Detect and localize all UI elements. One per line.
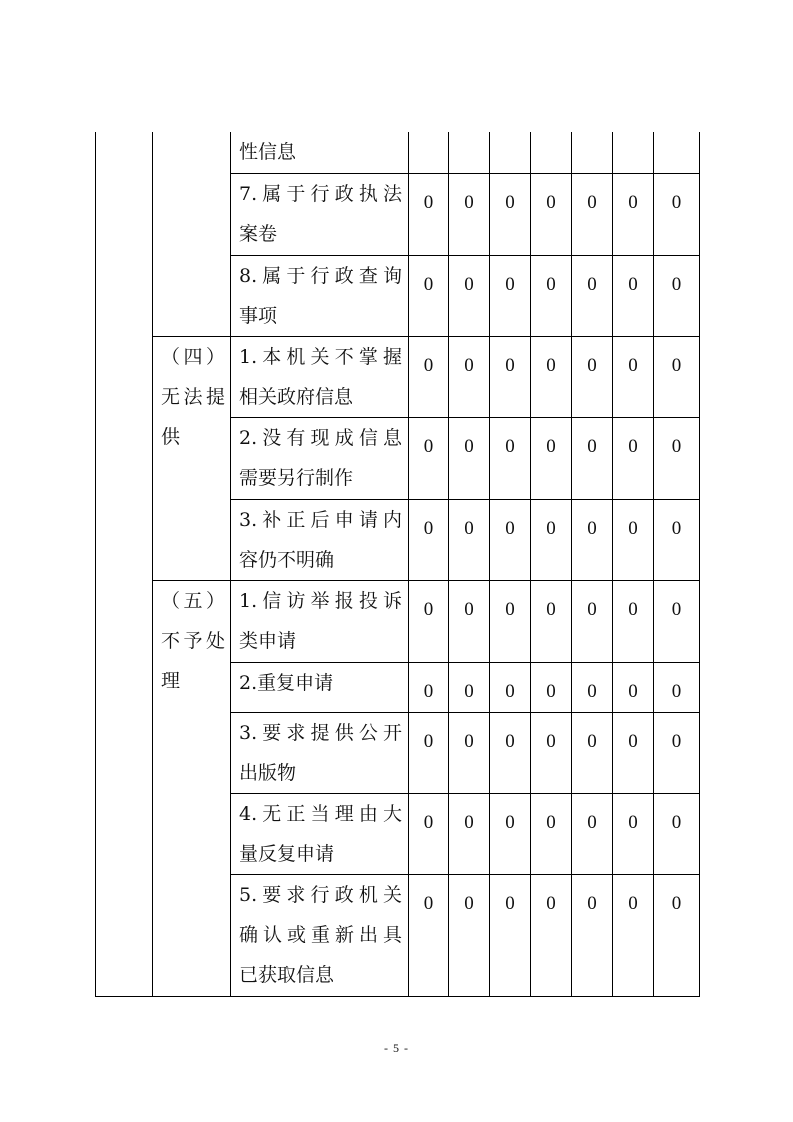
value-cell: 0 (449, 255, 490, 336)
value-cell (613, 132, 654, 173)
value-cell (531, 132, 572, 173)
value-cell: 0 (531, 874, 572, 996)
value-cell: 0 (449, 417, 490, 499)
item-label: 2.没有现成信息 需要另行制作 (231, 417, 409, 499)
value-cell: 0 (409, 336, 449, 417)
value-cell: 0 (449, 580, 490, 662)
item-label: 性信息 (231, 132, 409, 173)
value-cell: 0 (449, 712, 490, 793)
value-cell (654, 132, 700, 173)
item-label: 3.要求提供公开 出版物 (231, 712, 409, 793)
value-cell: 0 (654, 336, 700, 417)
value-cell: 0 (531, 336, 572, 417)
value-cell: 0 (613, 499, 654, 580)
value-cell: 0 (572, 173, 613, 255)
value-cell: 0 (449, 336, 490, 417)
value-cell: 0 (490, 712, 531, 793)
item-label: 5.要求行政机关 确认或重新出具 已获取信息 (231, 874, 409, 996)
value-cell: 0 (572, 417, 613, 499)
value-cell: 0 (613, 712, 654, 793)
value-cell: 0 (531, 793, 572, 874)
value-cell: 0 (449, 173, 490, 255)
value-cell: 0 (613, 580, 654, 662)
value-cell: 0 (654, 874, 700, 996)
value-cell: 0 (490, 580, 531, 662)
value-cell: 0 (531, 173, 572, 255)
value-cell: 0 (409, 173, 449, 255)
value-cell: 0 (449, 874, 490, 996)
value-cell: 0 (490, 417, 531, 499)
value-cell: 0 (613, 874, 654, 996)
value-cell: 0 (531, 580, 572, 662)
value-cell: 0 (449, 499, 490, 580)
value-cell: 0 (409, 499, 449, 580)
value-cell: 0 (531, 499, 572, 580)
value-cell: 0 (409, 662, 449, 712)
item-label: 1.本机关不掌握 相关政府信息 (231, 336, 409, 417)
value-cell (449, 132, 490, 173)
value-cell: 0 (531, 417, 572, 499)
value-cell: 0 (409, 255, 449, 336)
value-cell: 0 (409, 417, 449, 499)
value-cell: 0 (613, 417, 654, 499)
value-cell: 0 (654, 173, 700, 255)
outer-category-cell (96, 132, 153, 996)
table-row (96, 132, 700, 173)
value-cell: 0 (490, 255, 531, 336)
value-cell: 0 (654, 793, 700, 874)
value-cell: 0 (572, 336, 613, 417)
item-label: 2.重复申请 (231, 662, 409, 712)
value-cell: 0 (613, 173, 654, 255)
value-cell: 0 (490, 662, 531, 712)
value-cell: 0 (531, 255, 572, 336)
value-cell: 0 (572, 580, 613, 662)
value-cell: 0 (572, 874, 613, 996)
value-cell: 0 (490, 173, 531, 255)
value-cell: 0 (654, 662, 700, 712)
page-number: - 5 - (384, 1041, 409, 1055)
value-cell: 0 (572, 712, 613, 793)
table-row (96, 580, 700, 662)
value-cell: 0 (654, 417, 700, 499)
value-cell: 0 (490, 874, 531, 996)
table-row (96, 336, 700, 417)
value-cell: 0 (572, 662, 613, 712)
disclosure-stats-table (95, 132, 700, 997)
value-cell: 0 (531, 662, 572, 712)
value-cell: 0 (613, 662, 654, 712)
value-cell: 0 (654, 580, 700, 662)
value-cell: 0 (654, 255, 700, 336)
value-cell: 0 (409, 874, 449, 996)
item-label: 1.信访举报投诉 类申请 (231, 580, 409, 662)
value-cell: 0 (409, 793, 449, 874)
value-cell: 0 (449, 662, 490, 712)
group-cell-continued (153, 132, 231, 336)
value-cell: 0 (613, 793, 654, 874)
value-cell: 0 (572, 499, 613, 580)
value-cell: 0 (572, 255, 613, 336)
item-label: 8.属于行政查询 事项 (231, 255, 409, 336)
value-cell: 0 (409, 712, 449, 793)
value-cell: 0 (490, 336, 531, 417)
value-cell: 0 (654, 499, 700, 580)
value-cell (572, 132, 613, 173)
value-cell (409, 132, 449, 173)
value-cell: 0 (613, 255, 654, 336)
group-label-unable-to-provide: （四） 无法提 供 (153, 336, 231, 580)
item-label: 3.补正后申请内 容仍不明确 (231, 499, 409, 580)
value-cell: 0 (409, 580, 449, 662)
value-cell: 0 (654, 712, 700, 793)
value-cell: 0 (613, 336, 654, 417)
group-label-not-processed: （五） 不予处 理 (153, 580, 231, 996)
value-cell: 0 (490, 793, 531, 874)
value-cell: 0 (572, 793, 613, 874)
item-label: 7.属于行政执法 案卷 (231, 173, 409, 255)
value-cell: 0 (490, 499, 531, 580)
value-cell: 0 (449, 793, 490, 874)
value-cell (490, 132, 531, 173)
value-cell: 0 (531, 712, 572, 793)
item-label: 4.无正当理由大 量反复申请 (231, 793, 409, 874)
